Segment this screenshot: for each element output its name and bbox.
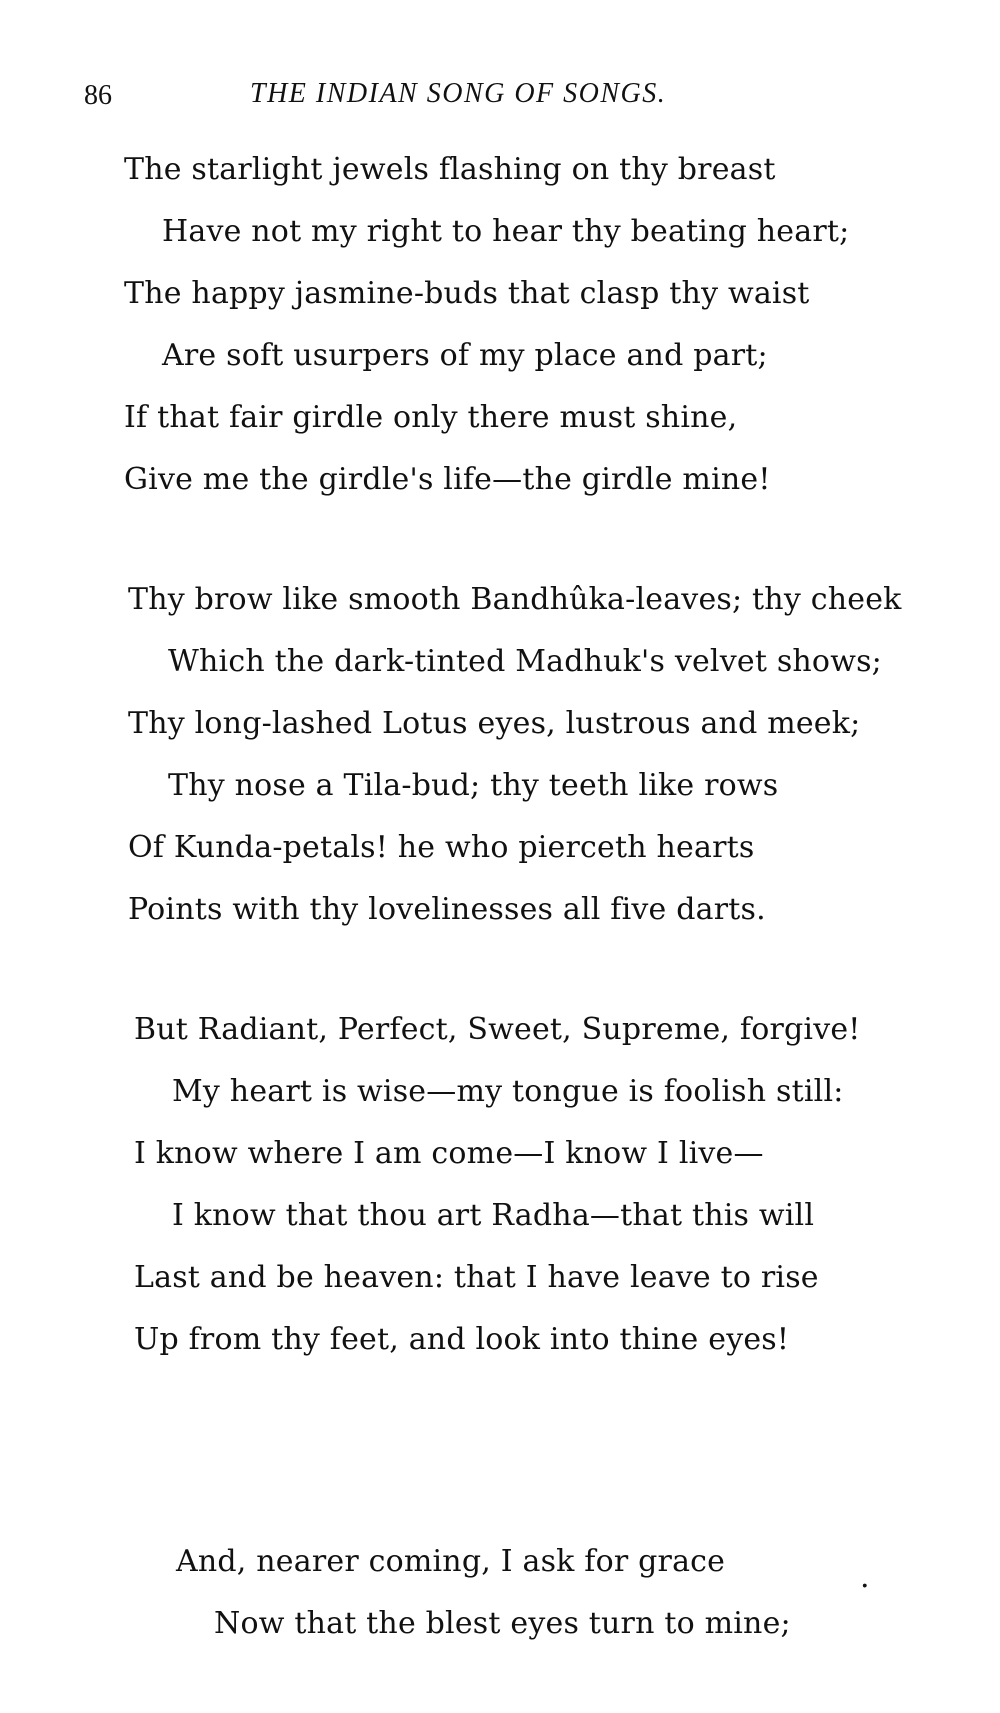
poem-line: Are soft usurpers of my place and part; xyxy=(162,338,768,373)
poem-line: Have not my right to hear thy beating heart; xyxy=(162,214,850,249)
poem-line: I know that thou art Radha—that this will xyxy=(172,1198,815,1233)
poem-line: My heart is wise—my tongue is foolish still: xyxy=(172,1074,844,1109)
poem-line: And, nearer coming, I ask for grace xyxy=(176,1544,726,1579)
poem-line: Give me the girdle's life—the girdle mine! xyxy=(124,462,771,497)
stray-mark: . xyxy=(860,1560,870,1595)
poem-line: Of Kunda-petals! he who pierceth hearts xyxy=(128,830,755,865)
running-title: THE INDIAN SONG OF SONGS. xyxy=(250,78,667,109)
poem-line: Thy long-lashed Lotus eyes, lustrous and meek; xyxy=(128,706,861,741)
page-number: 86 xyxy=(84,80,112,111)
poem-line: The starlight jewels flashing on thy breast xyxy=(124,152,776,187)
poem-line: The happy jasmine-buds that clasp thy waist xyxy=(124,276,810,311)
poem-line: Thy brow like smooth Bandhûka-leaves; thy cheek xyxy=(128,582,902,617)
poem-line: Now that the blest eyes turn to mine; xyxy=(214,1606,791,1641)
poem-line: Points with thy lovelinesses all five darts. xyxy=(128,892,766,927)
poem-line: Last and be heaven: that I have leave to rise xyxy=(134,1260,819,1295)
poem-line: If that fair girdle only there must shine, xyxy=(124,400,738,435)
poem-line: I know where I am come—I know I live— xyxy=(134,1136,764,1171)
poem-line: Which the dark-tinted Madhuk's velvet shows; xyxy=(168,644,882,679)
poem-line: But Radiant, Perfect, Sweet, Supreme, forgive! xyxy=(134,1012,861,1047)
poem-line: Thy nose a Tila-bud; thy teeth like rows xyxy=(168,768,779,803)
poem-line: Up from thy feet, and look into thine eyes! xyxy=(134,1322,790,1357)
